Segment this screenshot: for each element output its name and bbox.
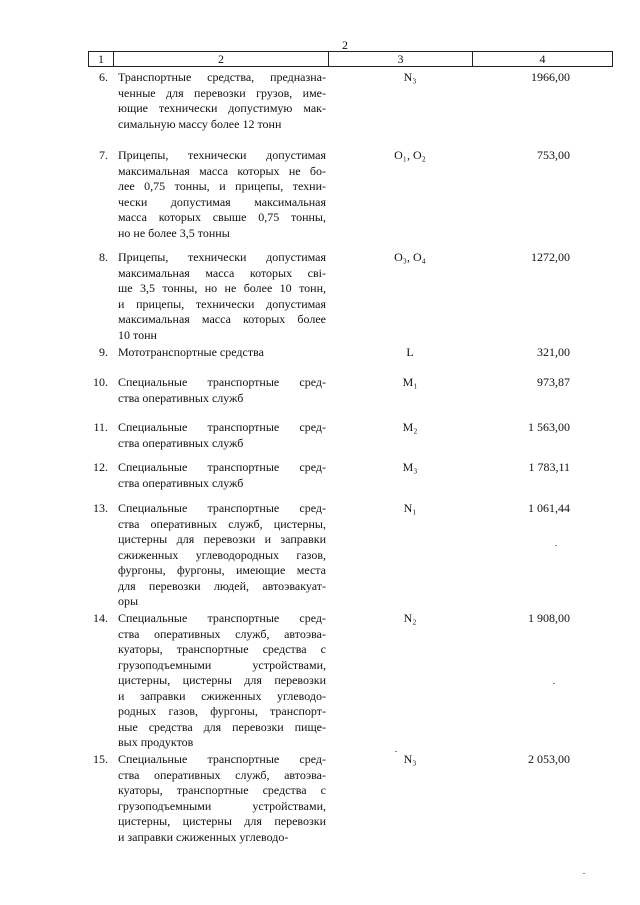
- description-line: и заправки сжиженных углеводо-: [118, 829, 289, 844]
- row-description: [118, 250, 326, 343]
- vehicle-category: M₃: [402, 460, 418, 474]
- description-line: ства оперативных служб: [118, 435, 244, 450]
- row-number: 10.: [93, 375, 108, 389]
- vehicle-category: M₂: [402, 420, 418, 434]
- fee-amount: 1 563,00: [528, 420, 570, 434]
- fee-amount: 1 908,00: [528, 611, 570, 625]
- fee-amount: 753,00: [537, 148, 570, 162]
- description-line: лее 0,75 тонны, и прицепы, техни-: [118, 179, 326, 193]
- row-number: 6.: [99, 70, 108, 84]
- description-line: куаторы, транспортные средства с: [118, 783, 326, 797]
- description-line: Специальные транспортные сред-: [118, 611, 326, 625]
- row-description: [118, 148, 326, 241]
- row-number: 7.: [99, 148, 108, 162]
- description-line: максимальная масса которых более: [118, 312, 326, 326]
- vehicle-category: N₃: [403, 70, 417, 84]
- row-description: [118, 752, 326, 845]
- description-line: родных газов, фургоны, транспорт-: [118, 704, 326, 718]
- row-number: 15.: [93, 752, 108, 766]
- description-line: цистерны для перевозки и заправки: [118, 532, 326, 546]
- description-line: ства оперативных служб, автоэва-: [118, 767, 326, 782]
- row-description: [118, 70, 326, 132]
- description-line: грузоподъемными устройствами,: [118, 798, 326, 813]
- fee-amount: 1966,00: [531, 70, 570, 84]
- description-line: ющие технически допустимую мак-: [118, 101, 326, 115]
- row-number: 12.: [93, 460, 108, 474]
- description-line: чески допустимая максимальная: [118, 194, 326, 209]
- description-line: ства оперативных служб: [118, 390, 244, 405]
- description-line: грузоподъемными устройствами,: [118, 657, 326, 672]
- scan-speck: [395, 751, 397, 752]
- description-line: фургоны, фургоны, имеющие места: [118, 563, 326, 577]
- description-line: ше 3,5 тонны, но не более 10 тонн,: [118, 281, 326, 295]
- scan-speck: [583, 873, 585, 874]
- vehicle-category: N₁: [403, 501, 417, 515]
- description-line: Транспортные средства, предназна-: [118, 70, 326, 84]
- description-line: Специальные транспортные сред-: [118, 501, 326, 515]
- description-line: симальную массу более 12 тонн: [118, 116, 282, 131]
- row-description: [118, 501, 326, 610]
- header-col-2: 2: [113, 52, 328, 66]
- description-line: цистерны, цистерны для перевозки: [118, 673, 326, 687]
- row-number: 13.: [93, 501, 108, 515]
- row-description: [118, 345, 326, 361]
- description-line: Прицепы, технически допустимая: [118, 250, 326, 264]
- description-line: вых продуктов: [118, 735, 194, 749]
- vehicle-category: N₂: [403, 611, 417, 625]
- row-number: 14.: [93, 611, 108, 625]
- row-number: 11.: [93, 420, 108, 434]
- fee-amount: 1 783,11: [528, 460, 570, 474]
- description-line: и заправки сжиженных углеводо-: [118, 688, 326, 703]
- description-line: ства оперативных служб: [118, 475, 244, 490]
- description-line: сжиженных углеводородных газов,: [118, 547, 326, 562]
- description-line: ные средства для перевозки пище-: [118, 719, 326, 734]
- fee-amount: 321,00: [537, 345, 570, 359]
- fee-amount: 1 061,44: [528, 501, 570, 515]
- row-description: [118, 420, 326, 451]
- vehicle-category: O₁, O₂: [394, 148, 426, 162]
- fee-amount: 1272,00: [531, 250, 570, 264]
- description-line: Специальные транспортные сред-: [118, 752, 326, 766]
- description-line: максимальная масса которых не бо-: [118, 163, 326, 178]
- description-line: для перевозки людей, автоэвакуат-: [118, 578, 326, 593]
- row-description: [118, 375, 326, 406]
- description-line: но не более 3,5 тонны: [118, 225, 230, 240]
- description-line: Прицепы, технически допустимая: [118, 148, 326, 162]
- description-line: ства оперативных служб, автоэва-: [118, 626, 326, 641]
- description-line: Специальные транспортные сред-: [118, 375, 326, 389]
- header-col-1: 1: [88, 52, 113, 66]
- description-line: Мототранспортные средства: [118, 345, 264, 359]
- description-line: Специальные транспортные сред-: [118, 420, 326, 434]
- description-line: ства оперативных служб, цистерны,: [118, 516, 326, 531]
- page-number: 2: [342, 38, 348, 52]
- scan-speck: [555, 545, 557, 546]
- row-description: [118, 611, 326, 751]
- description-line: цистерны, цистерны для перевозки: [118, 814, 326, 828]
- header-col-4: 4: [472, 52, 613, 66]
- table-header: [88, 51, 613, 67]
- description-line: оры: [118, 594, 139, 608]
- vehicle-category: M₁: [402, 375, 418, 389]
- header-col-3: 3: [328, 52, 472, 66]
- description-line: 10 тонн: [118, 327, 157, 342]
- row-number: 9.: [99, 345, 108, 359]
- vehicle-category: L: [406, 345, 414, 359]
- fee-amount: 2 053,00: [528, 752, 570, 766]
- scan-speck: [553, 683, 555, 684]
- description-line: и прицепы, технически допустимая: [118, 296, 326, 311]
- description-line: куаторы, транспортные средства с: [118, 642, 326, 656]
- vehicle-category: N₃: [403, 752, 417, 766]
- row-description: [118, 460, 326, 491]
- description-line: максимальная масса которых сві-: [118, 265, 326, 280]
- vehicle-category: O₃, O₄: [394, 250, 426, 264]
- description-line: ченные для перевозки грузов, име-: [118, 85, 326, 100]
- fee-amount: 973,87: [537, 375, 570, 389]
- description-line: масса которых свыше 0,75 тонны,: [118, 210, 326, 224]
- description-line: Специальные транспортные сред-: [118, 460, 326, 474]
- row-number: 8.: [99, 250, 108, 264]
